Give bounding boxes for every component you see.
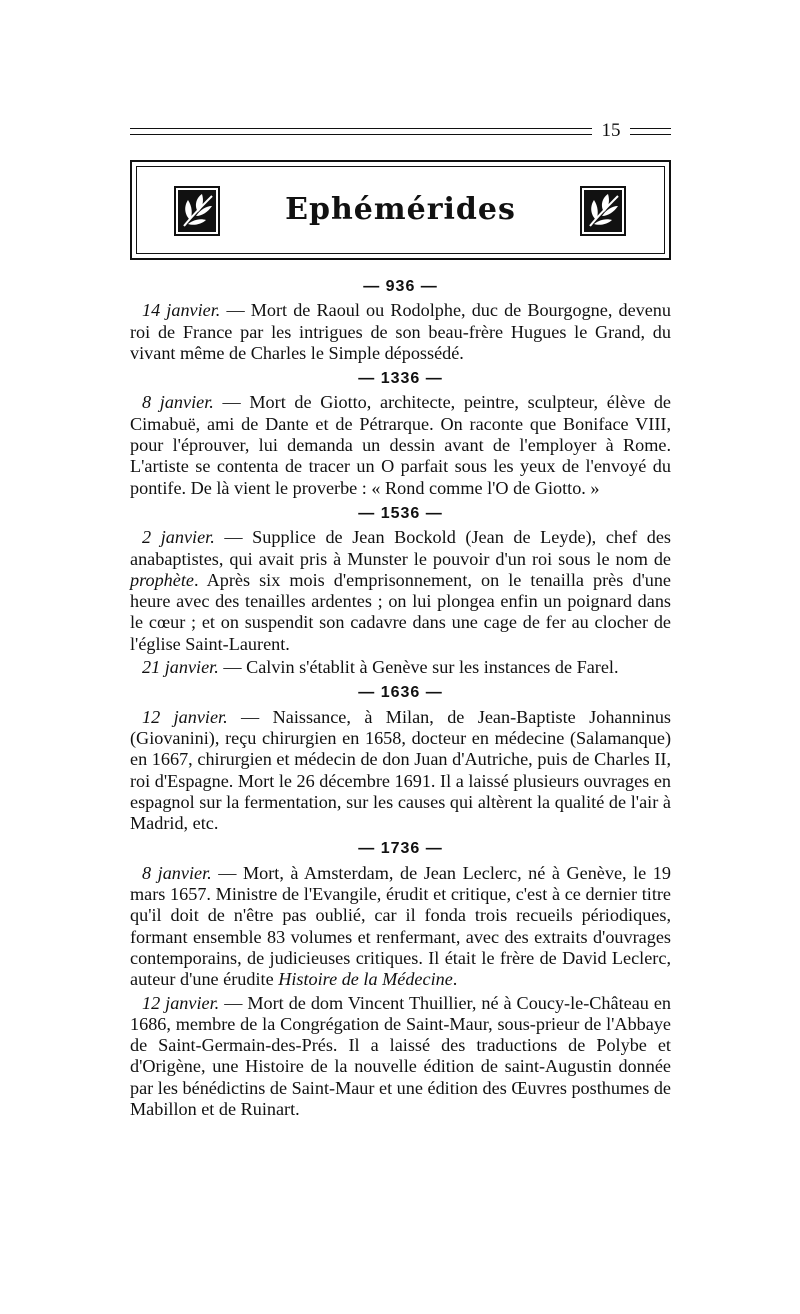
leaf-ornament-icon (580, 186, 626, 236)
entry-text: — Naissance, à Milan, de Jean-Baptiste Johanninus (Giovanini), reçu chirurgien en 1658, docteur en médecine (Salamanque) en 1667, chirurgien et médecin de don Juan d'Autriche, puis de Charles II, roi d'Espagne. Mort le 26 décembre 1691. Il a laissé plusieurs ouvrages en espagnol sur la fermentation, sur les causes qui altèrent la qualité de l'air à Madrid, etc. (130, 706, 671, 834)
year-heading: — 1736 — (358, 840, 443, 858)
entry (130, 707, 671, 835)
entry-date: 12 janvier. (142, 706, 228, 727)
entry-text: — Mort de Giotto, architecte, peintre, sculpteur, élève de Cimabuë, ami de Dante et de Pétrarque. On raconte que Boniface VIII, pour l'éprouver, lui demanda un dessin avant de l'employer à Rome. L'artiste se contenta de tracer un O parfait sous les yeux de l'envoyé du pontife. De là vient le proverbe : « Rond comme l'O de Giotto. » (130, 392, 671, 498)
entry-text: — Supplice de Jean Bockold (Jean de Leyde), chef des anabaptistes, qui avait pris à Munster le pouvoir d'un roi sous le nom de (130, 527, 672, 569)
entry (130, 527, 671, 655)
entry (130, 392, 671, 498)
entry-text: — Mort de dom Vincent Thuillier, né à Coucy-le-Château en 1686, membre de la Congrégation de Saint-Maur, sous-prieur de l'Abbaye de Saint-Germain-des-Prés. Il a laissé des traductions de Polybe et d'Origène, une Histoire de la nouvelle édition de saint-Augustin donnée par les bénédictins de Saint-Maur et une édition des Œuvres posthumes de Mabillon et de Ruinart. (130, 992, 672, 1119)
page (130, 118, 671, 1122)
year-heading: — 1336 — (358, 370, 443, 388)
entry-date: 21 janvier. (142, 657, 219, 678)
entry (130, 863, 671, 991)
entry-text: — Calvin s'établit à Genève sur les instances de Farel. (218, 657, 619, 678)
entry-text: . (452, 969, 458, 990)
year-heading: — 936 — (363, 278, 438, 295)
header-rule-right (630, 128, 671, 135)
entry-date: 8 janvier. (142, 862, 212, 883)
entry-date: 8 janvier. (142, 392, 214, 413)
entry-italic: Histoire de la Médecine (278, 969, 453, 990)
page-number: 15 (601, 120, 621, 141)
entry-text: — Mort, à Amsterdam, de Jean Leclerc, né à Genève, le 19 mars 1657. Ministre de l'Evangile, érudit et critique, c'est à ce dernier titre qu'il doit de n'être pas oublié, car il fonda trois recueils périodiques, formant ensemble 83 volumes et renfermant, avec des extraits d'ouvrages contemporains, de judicieuses critiques. Il était le frère de David Leclerc, auteur d'une érudite (130, 862, 671, 990)
page-title: Ephémérides (285, 192, 516, 227)
entry-date: 12 janvier. (142, 992, 220, 1013)
entry-date: 14 janvier. (142, 300, 221, 321)
header-rule-left (130, 128, 592, 135)
year-heading: — 1536 — (358, 504, 443, 522)
entry-date: 2 janvier. (142, 527, 215, 548)
entry-text: — Mort de Raoul ou Rodolphe, duc de Bourgogne, devenu roi de France par les intrigues de son beau-frère Hugues le Grand, du vivant même de Charles le Simple dépossédé. (130, 300, 671, 363)
entry (130, 300, 671, 364)
ephemerides-text (130, 276, 671, 1120)
title-banner (130, 160, 671, 260)
entry (130, 657, 671, 678)
entry (130, 993, 671, 1121)
entry-text: . Après six mois d'emprisonnement, on le tenailla près d'une heure avec des tenailles ardentes ; on lui plongea enfin un poignard dans le cœur ; et on suspendit son cadavre dans une cage de fer au clocher de l'église Saint-Laurent. (130, 569, 671, 654)
year-heading: — 1636 — (358, 684, 443, 702)
running-header (130, 118, 671, 148)
entry-italic: prophète (130, 569, 194, 590)
